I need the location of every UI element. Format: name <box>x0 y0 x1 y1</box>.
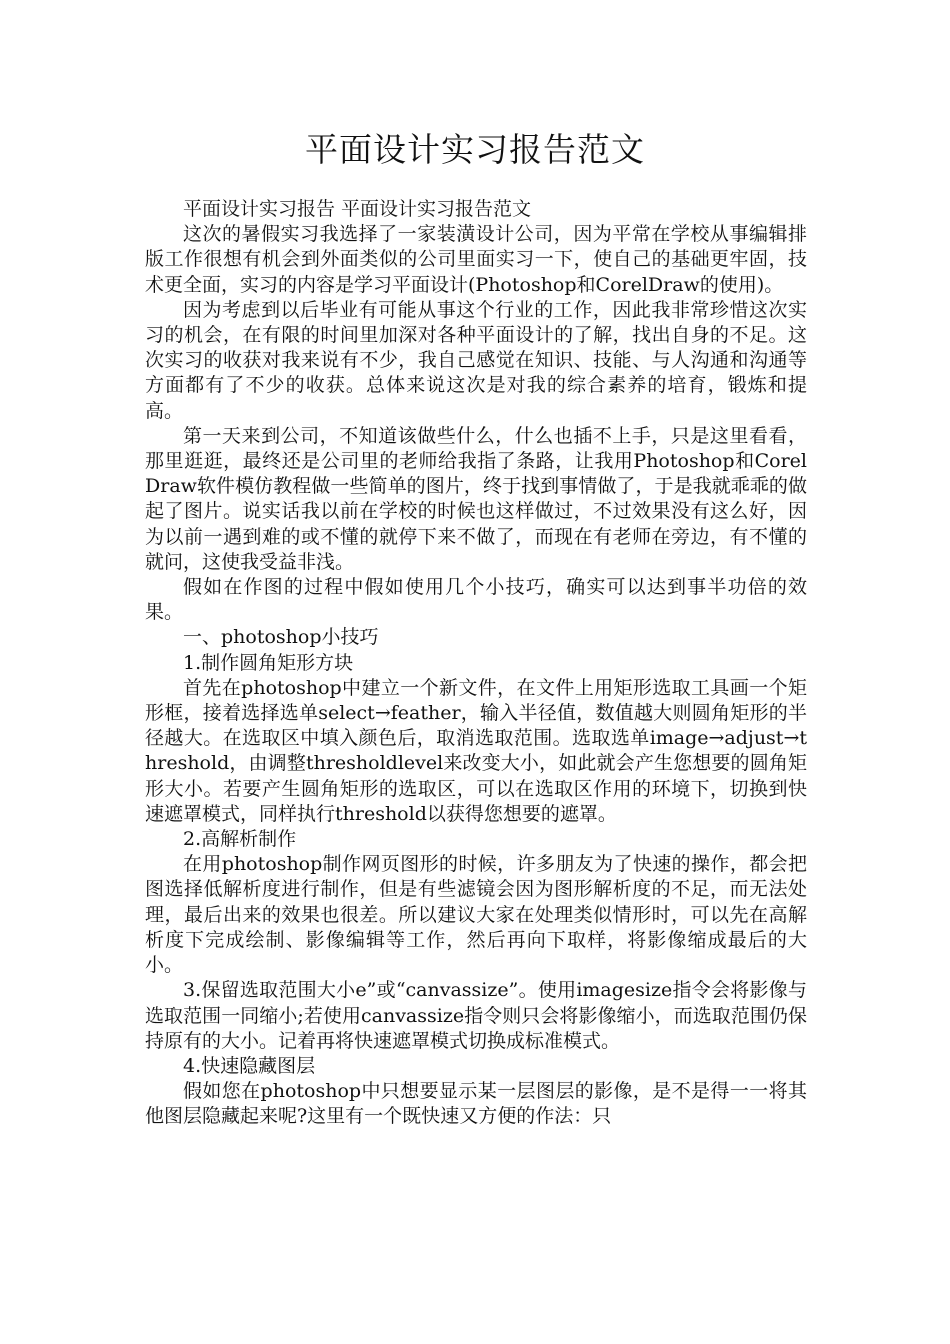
document-body <box>145 197 807 1130</box>
subsection-heading: 1.制作圆角矩形方块 <box>183 651 354 674</box>
paragraph: 第一天来到公司，不知道该做些什么，什么也插不上手，只是这里看看，那里逛逛，最终还是公司里的老师给我指了条路，让我用Photoshop和CorelDraw软件模仿教程做一些简单的图片，终于找到事情做了，于是我就乖乖的做起了图片。说实话我以前在学校的时候也这样做过，不过效果没有这么好，因为以前一遇到难的或不懂的就停下来不做了，而现在有老师在旁边，有不懂的就问，这使我受益非浅。 <box>145 424 807 573</box>
subsection-heading: 2.高解析制作 <box>183 828 297 851</box>
paragraph: 这次的暑假实习我选择了一家装潢设计公司，因为平常在学校从事编辑排版工作很想有机会到外面类似的公司里面实习一下，使自己的基础更牢固，技术更全面，实习的内容是学习平面设计(Photoshop和CorelDraw的使用)。 <box>145 223 807 296</box>
paragraph: 假如您在photoshop中只想要显示某一层图层的影像，是不是得一一将其他图层隐藏起来呢?这里有一个既快速又方便的作法：只 <box>145 1080 807 1128</box>
paragraph: 3.保留选取范围大小e”或“canvassize”。使用imagesize指令会将影像与选取范围一同缩小;若使用canvassize指令则只会将影像缩小，而选取范围仍保持原有的大小。记着再将快速遮罩模式切换成标准模式。 <box>145 979 807 1052</box>
paragraph: 首先在photoshop中建立一个新文件，在文件上用矩形选取工具画一个矩形框，接着选择选单select→feather，输入半径值，数值越大则圆角矩形的半径越大。在选取区中填入颜色后，取消选取范围。选取选单image→adjust→threshold，由调整thresholdlevel来改变大小，如此就会产生您想要的圆角矩形大小。若要产生圆角矩形的选取区，可以在选取区作用的环境下，切换到快速遮罩模式，同样执行threshold以获得您想要的遮罩。 <box>145 676 807 825</box>
paragraph: 假如在作图的过程中假如使用几个小技巧，确实可以达到事半功倍的效果。 <box>145 576 807 624</box>
paragraph: 在用photoshop制作网页图形的时候，许多朋友为了快速的操作，都会把图选择低解析度进行制作，但是有些滤镜会因为图形解析度的不足，而无法处理，最后出来的效果也很差。所以建议大家在处理类似情形时，可以先在高解析度下完成绘制、影像编辑等工作，然后再向下取样，将影像缩成最后的大小。 <box>145 853 807 977</box>
paragraph: 因为考虑到以后毕业有可能从事这个行业的工作，因此我非常珍惜这次实习的机会，在有限的时间里加深对各种平面设计的了解，找出自身的不足。这次实习的收获对我来说有不少，我自己感觉在知识、技能、与人沟通和沟通等方面都有了不少的收获。总体来说这次是对我的综合素养的培育，锻炼和提高。 <box>145 298 807 422</box>
section-heading: 一、photoshop小技巧 <box>183 626 379 649</box>
subtitle-line: 平面设计实习报告 平面设计实习报告范文 <box>183 198 532 220</box>
subsection-heading: 4.快速隐藏图层 <box>183 1054 316 1077</box>
document-title: 平面设计实习报告范文 <box>305 130 645 169</box>
